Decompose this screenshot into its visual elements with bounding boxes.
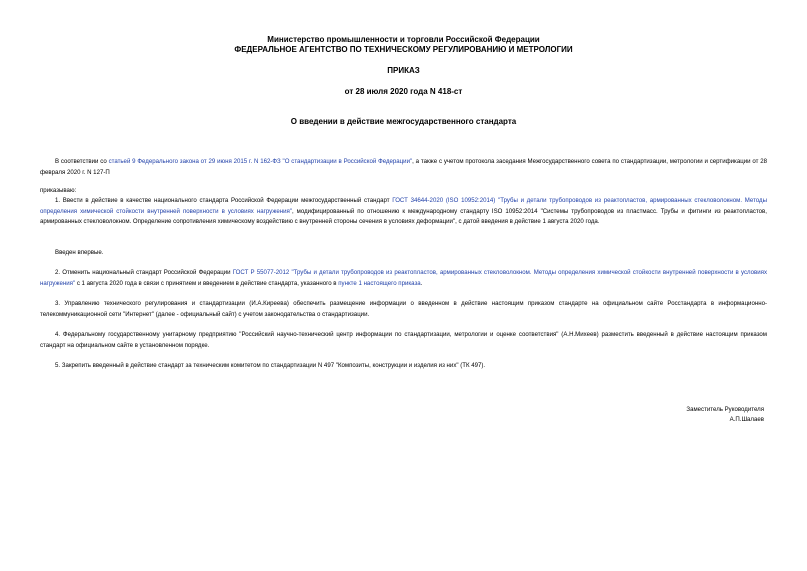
item-2-paragraph xyxy=(40,268,767,289)
ministry-title: Министерство промышленности и торговли Российской Федерации xyxy=(267,35,540,44)
item-3-paragraph: 3. Управлению технического регулирования и стандартизации (И.А.Киреева) обеспечить размещение информации о введенном в действие настоящим приказом стандарте на официальном сайте Росстандарта в информационно-телекоммуникационной сети "Интернет" (далее - официальный сайт) с учетом законодательства о стандартизации. xyxy=(40,300,767,318)
order-word: приказываю: xyxy=(40,187,77,194)
item-2-text-end: . xyxy=(420,279,423,287)
intro-text-start: В соответствии со xyxy=(55,158,109,165)
item-5-paragraph: 5. Закрепить введенный в действие стандарт за техническим комитетом по стандартизации N 497 "Композиты, конструкции и изделия из них" (ТК 497). xyxy=(55,362,486,369)
gost-34644-link[interactable]: ГОСТ 34644-2020 (ISO 10952:2014) "Трубы и детали трубопроводов из реактопластов, армированных стекловолокном. Методы определения химической стойкости внутренней поверхности в условиях нагружения" xyxy=(40,197,767,215)
intro-paragraph xyxy=(40,157,767,178)
gost-r-55077-link[interactable]: ГОСТ Р 55077-2012 "Трубы и детали трубопроводов из реактопластов, армированных стекловолокном. Методы определения химической стойкости внутренней поверхности в условиях нагружения" xyxy=(40,269,767,287)
item-2-text-middle: с 1 августа 2020 года в связи с принятием и введением в действие стандарта, указанного в xyxy=(75,279,339,287)
signatory-name: А.П.Шалаев xyxy=(729,416,764,423)
document-date-number: от 28 июля 2020 года N 418-ст xyxy=(344,87,463,96)
item-4-paragraph: 4. Федеральному государственному унитарному предприятию "Российский научно-технический центр информации по стандартизации, метрологии и оценке соответствия" (А.Н.Михеев) разместить введенный в действие настоящим приказом стандарт на официальном сайте в установленном порядке. xyxy=(40,331,767,349)
law-link[interactable]: статьей 9 Федерального закона от 29 июня 2015 г. N 162-ФЗ "О стандартизации в Российской Федерации" xyxy=(108,158,413,165)
item-1-text-start: 1. Ввести в действие в качестве национального стандарта Российской Федерации межгосударственный стандарт xyxy=(55,197,393,204)
item-1-paragraph xyxy=(40,196,767,228)
item-1-text-end: , модифицированный по отношению к международному стандарту ISO 10952:2014 "Системы трубопроводов из пластмасс. Трубы и фитинги из реактопластов, армированных стекловолокном. Определение сопротивления химическому воздействию с внутренней стороны сечения в условиях деформации", с датой введения в действие 1 августа 2020 года. xyxy=(40,207,767,225)
intro-text-end: , а также с учетом протокола заседания Межгосударственного совета по стандартизации, метрологии и сертификации от 28 февраля 2020 г. N 127-П xyxy=(40,158,767,176)
document-subject: О введении в действие межгосударственного стандарта xyxy=(290,117,517,126)
signatory-position: Заместитель Руководителя xyxy=(686,406,764,413)
item-2-text-start: 2. Отменить национальный стандарт Российской Федерации xyxy=(55,269,233,276)
item-1-reference-link[interactable]: пункте 1 настоящего приказа xyxy=(338,279,421,287)
document-type: ПРИКАЗ xyxy=(387,66,420,75)
introduced-first-note: Введен впервые. xyxy=(55,249,104,256)
agency-title: ФЕДЕРАЛЬНОЕ АГЕНТСТВО ПО ТЕХНИЧЕСКОМУ РЕГУЛИРОВАНИЮ И МЕТРОЛОГИИ xyxy=(234,45,573,54)
